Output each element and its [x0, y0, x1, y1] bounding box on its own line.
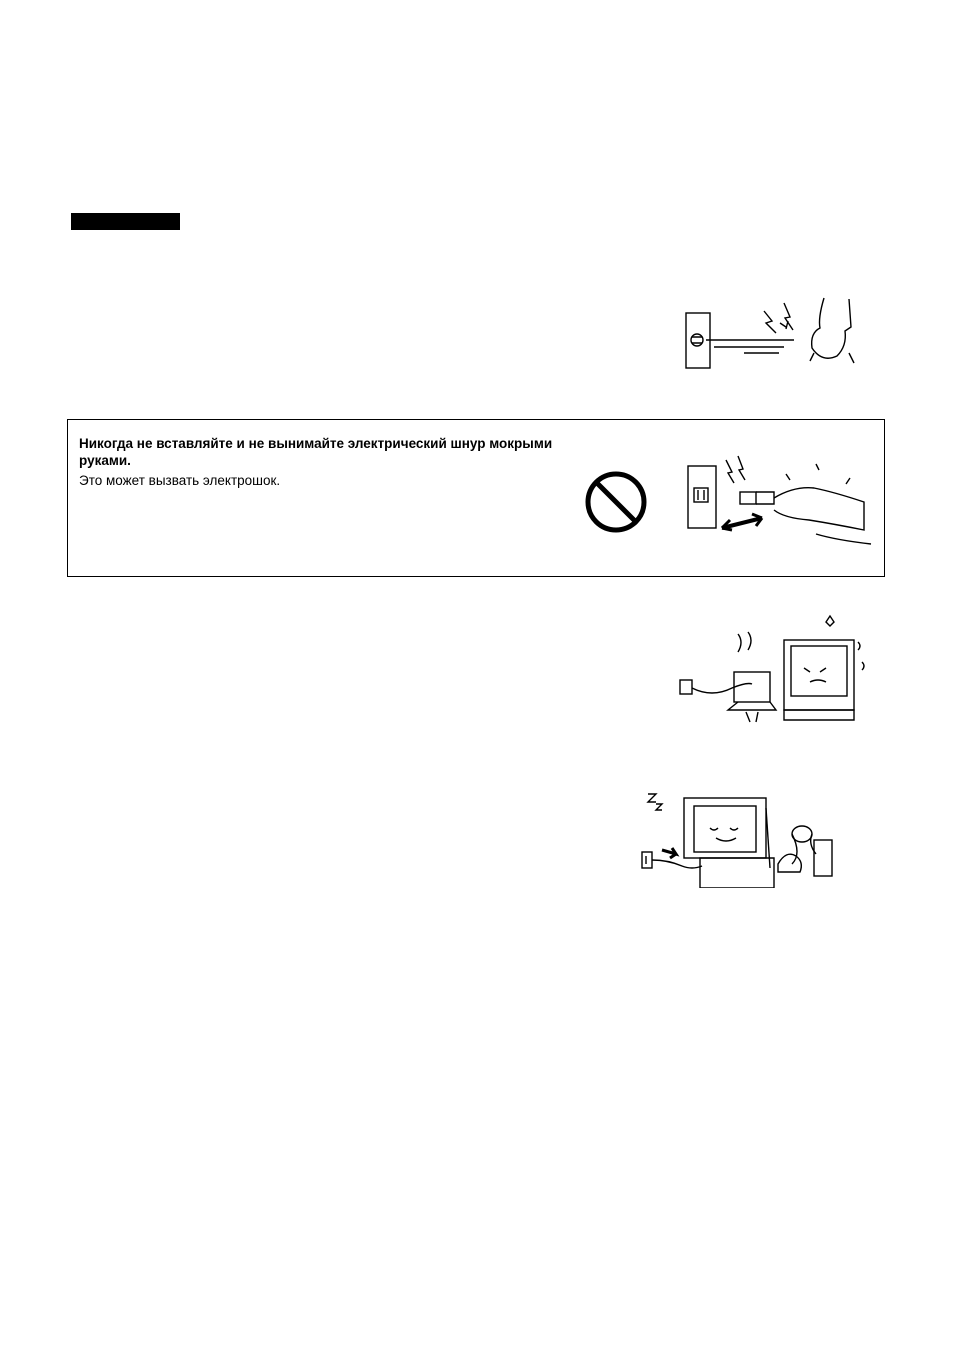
unplug-before-travel-illustration — [638, 788, 838, 888]
plug-pull-illustration — [684, 293, 860, 373]
prohibition-symbol-icon — [584, 470, 648, 539]
wet-hands-plug-illustration — [686, 454, 876, 549]
warning-box — [67, 419, 885, 577]
overheated-tv-illustration — [676, 612, 872, 727]
section-heading-bar — [71, 213, 180, 230]
warning-title: Никогда не вставляйте и не вынимайте электрический шнур мокрыми руками. — [79, 436, 553, 468]
warning-body: Это может вызвать электрошок. — [79, 473, 281, 488]
